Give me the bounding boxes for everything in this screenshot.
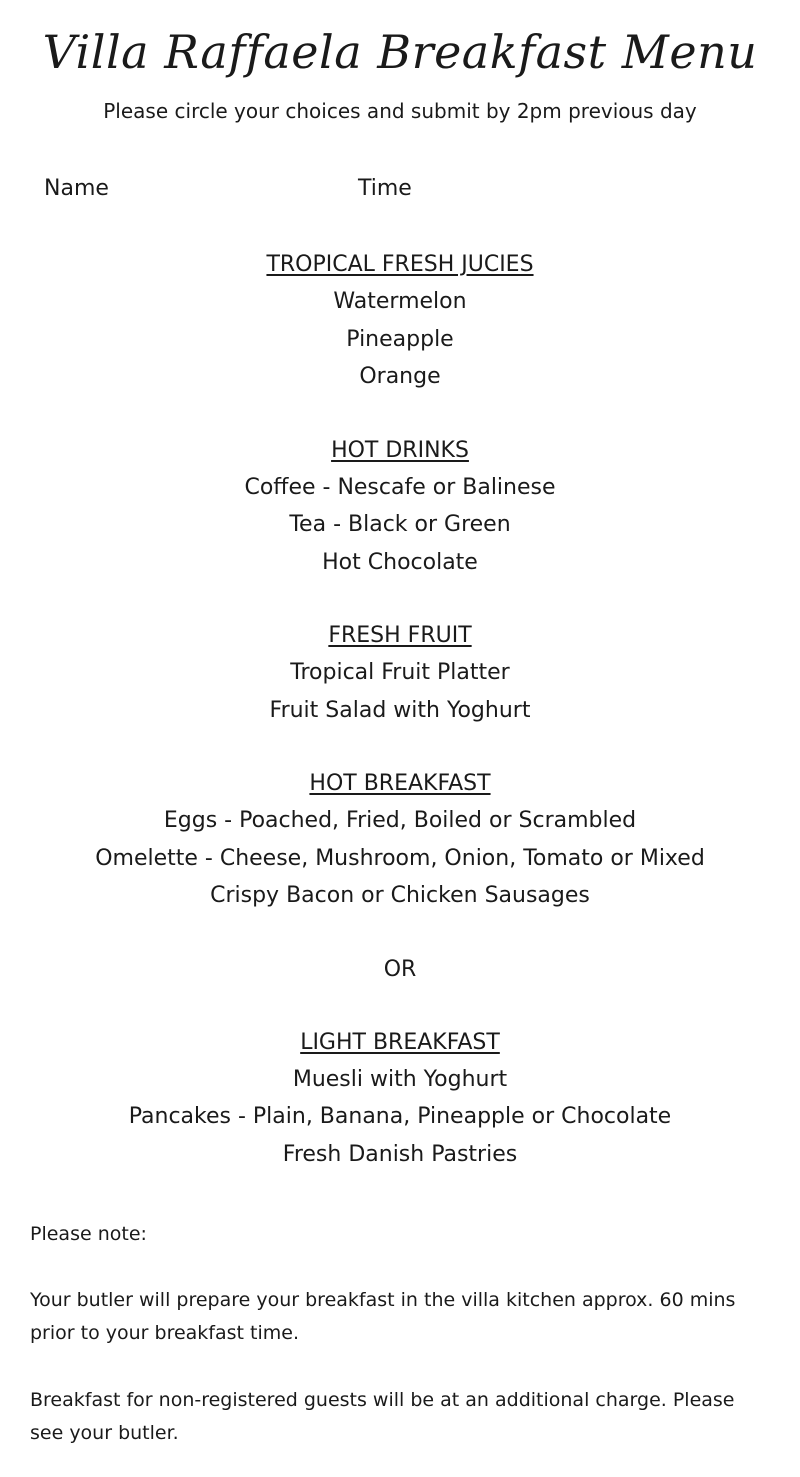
menu-item: Omelette - Cheese, Mushroom, Onion, Tomato or Mixed — [95, 845, 705, 871]
menu-item: Crispy Bacon or Chicken Sausages — [210, 883, 590, 908]
note-paragraph: Your butler will prepare your breakfast in the villa kitchen approx. 60 mins prior to your breakfast time. — [30, 1289, 736, 1344]
menu-section-light-breakfast — [0, 1024, 800, 1174]
name-field-label: Name — [44, 176, 109, 201]
page-title: Villa Raffaela Breakfast Menu — [42, 25, 758, 79]
menu-section-hot-drinks — [0, 432, 800, 582]
menu-item: Coffee - Nescafe or Balinese — [244, 474, 556, 500]
section-heading: FRESH FRUIT — [328, 623, 472, 648]
menu-item: Tea - Black or Green — [289, 512, 511, 537]
menu-section-fresh-fruit — [0, 617, 800, 729]
menu-section-juices — [0, 246, 800, 396]
or-separator: OR — [383, 956, 417, 982]
section-heading: TROPICAL FRESH JUCIES — [266, 252, 534, 277]
section-heading: HOT BREAKFAST — [309, 771, 491, 796]
menu-item: Pineapple — [346, 326, 454, 352]
menu-item: Pancakes - Plain, Banana, Pineapple or Chocolate — [128, 1104, 672, 1129]
menu-item: Tropical Fruit Platter — [290, 660, 510, 685]
menu-item: Watermelon — [333, 289, 467, 314]
notes-heading: Please note: — [30, 1223, 147, 1245]
menu-item: Eggs - Poached, Fried, Boiled or Scrambled — [163, 808, 637, 833]
menu-item: Orange — [359, 364, 441, 389]
time-field-label: Time — [358, 176, 412, 201]
menu-item: Fresh Danish Pastries — [282, 1141, 518, 1167]
menu-list — [0, 246, 800, 1173]
section-heading: HOT DRINKS — [331, 437, 469, 463]
page-subtitle: Please circle your choices and submit by 2pm previous day — [103, 99, 697, 123]
menu-item: Hot Chocolate — [322, 549, 478, 575]
note-paragraph: Breakfast for non-registered guests will be at an additional charge. Please see your butler. — [30, 1389, 735, 1444]
menu-section-hot-breakfast — [0, 765, 800, 915]
section-heading: LIGHT BREAKFAST — [300, 1029, 500, 1055]
notes-block — [30, 1218, 770, 1450]
menu-item: Muesli with Yoghurt — [292, 1066, 508, 1092]
menu-item: Fruit Salad with Yoghurt — [269, 697, 531, 723]
